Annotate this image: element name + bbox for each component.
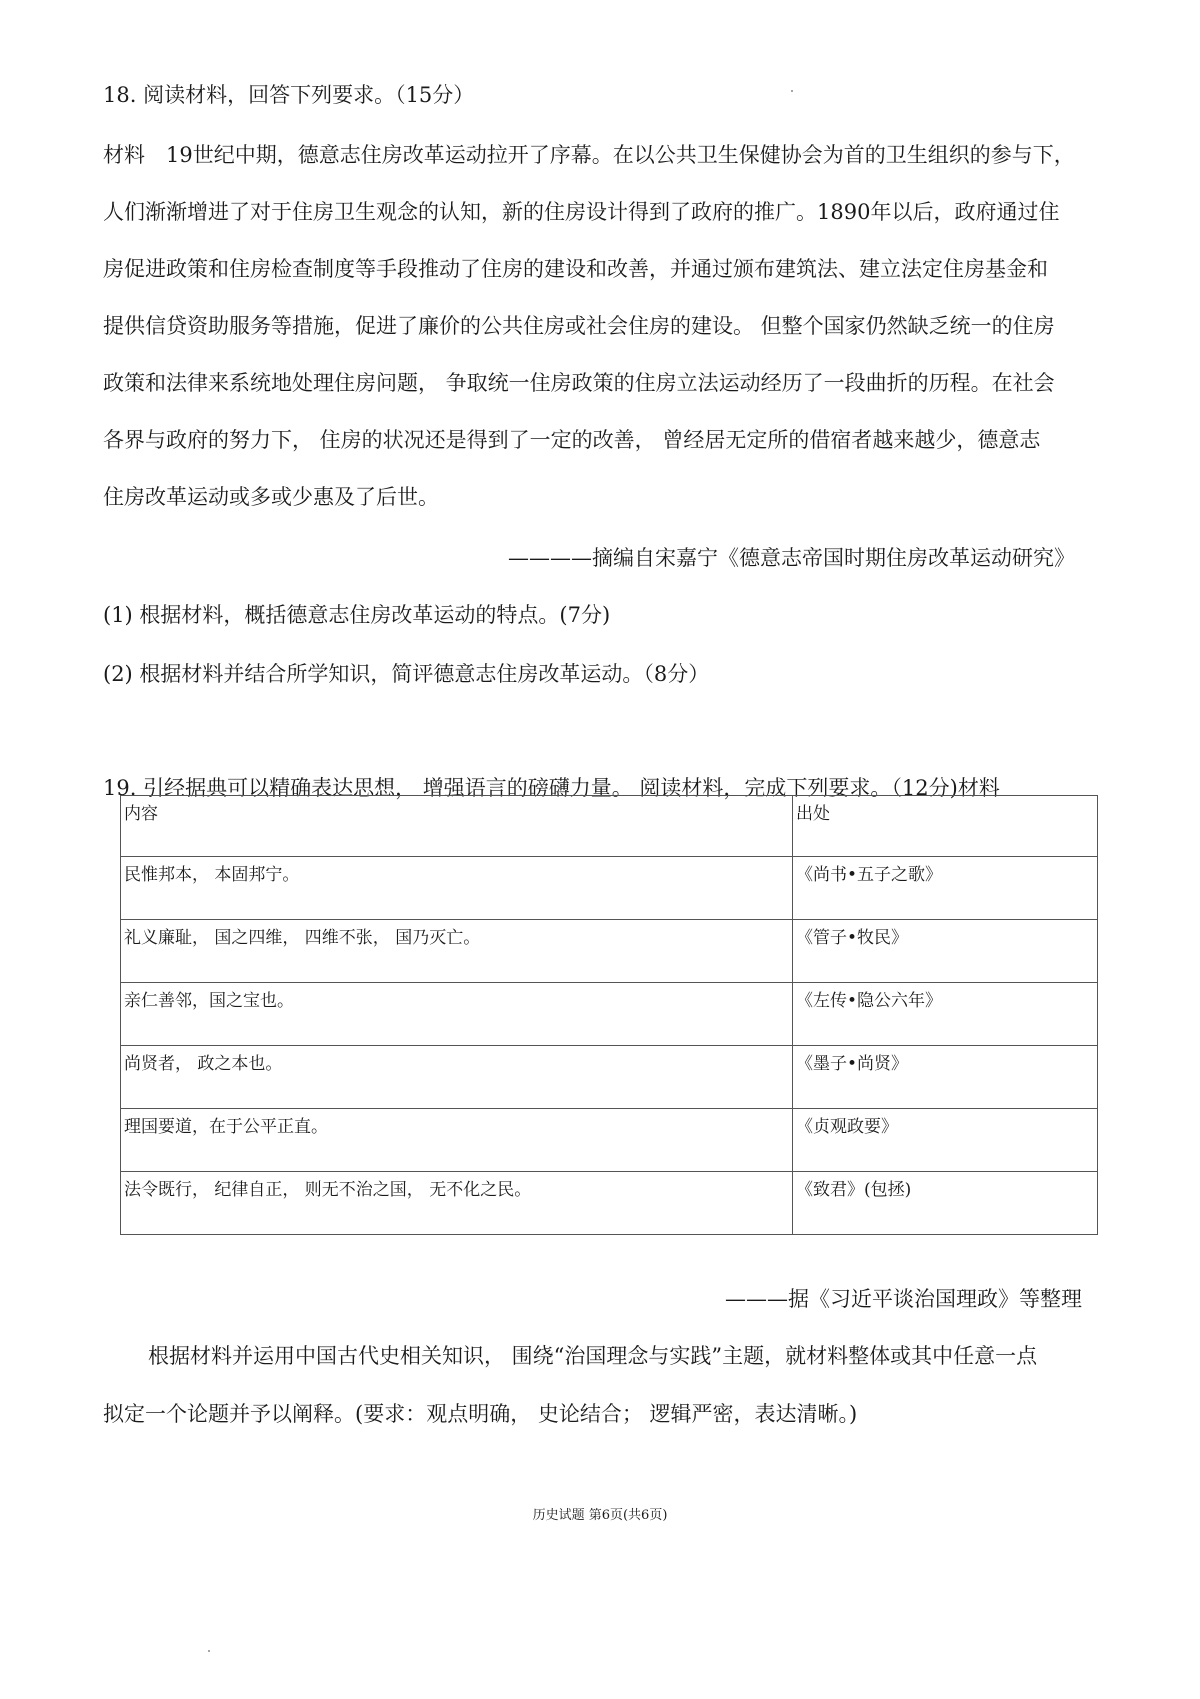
q18-subquestion-2: (2) 根据材料并结合所学知识，简评德意志住房改革运动。（8分） xyxy=(103,662,710,686)
q18-source: ————摘编自宋嘉宁《德意志帝国时期住房改革运动研究》 xyxy=(508,546,1075,570)
table-header-row xyxy=(121,796,1098,857)
quote-source: 《墨子•尚贤》 xyxy=(793,1046,1098,1109)
quote-source: 《致君》(包拯) xyxy=(793,1172,1098,1235)
q18-material-line: 材料 19世纪中期，德意志住房改革运动拉开了序幕。在以公共卫生保健协会为首的卫生组织的参与下， xyxy=(103,143,1075,167)
q18-material-line: 人们渐渐增进了对于住房卫生观念的认知，新的住房设计得到了政府的推广。1890年以后，政府通过住 xyxy=(103,200,1060,224)
q18-material-line: 房促进政策和住房检查制度等手段推动了住房的建设和改善，并通过颁布建筑法、建立法定住房基金和 xyxy=(103,257,1048,281)
q19-instruction-line: 根据材料并运用中国古代史相关知识， 围绕“治国理念与实践”主题，就材料整体或其中任意一点 xyxy=(148,1344,1038,1368)
column-header-source: 出处 xyxy=(793,796,1098,857)
column-header-content: 内容 xyxy=(121,796,793,857)
q18-material-line: 各界与政府的努力下， 住房的状况还是得到了一定的改善， 曾经居无定所的借宿者越来越少，德意志 xyxy=(103,428,1041,452)
quote-content: 亲仁善邻，国之宝也。 xyxy=(121,983,793,1046)
quotes-table xyxy=(120,795,1097,1235)
quote-source: 《管子•牧民》 xyxy=(793,920,1098,983)
q19-header: 19. 引经据典可以精确表达思想， 增强语言的磅礴力量。 阅读材料，完成下列要求。（12分)材料 xyxy=(103,776,1000,800)
quote-content: 法令既行， 纪律自正， 则无不治之国， 无不化之民。 xyxy=(121,1172,793,1235)
table-row xyxy=(121,1172,1098,1235)
table-row xyxy=(121,920,1098,983)
q18-material-line: 住房改革运动或多或少惠及了后世。 xyxy=(103,485,439,509)
quote-source: 《左传•隐公六年》 xyxy=(793,983,1098,1046)
quote-content: 理国要道，在于公平正直。 xyxy=(121,1109,793,1172)
table-row xyxy=(121,857,1098,920)
q19-source: ———据《习近平谈治国理政》等整理 xyxy=(725,1287,1082,1311)
quote-source: 《贞观政要》 xyxy=(793,1109,1098,1172)
q18-material-line: 提供信贷资助服务等措施，促进了廉价的公共住房或社会住房的建设。 但整个国家仍然缺乏统一的住房 xyxy=(103,314,1055,338)
quote-content: 礼义廉耻， 国之四维， 四维不张， 国乃灭亡。 xyxy=(121,920,793,983)
table-row xyxy=(121,1109,1098,1172)
q18-material-line: 政策和法律来系统地处理住房问题， 争取统一住房政策的住房立法运动经历了一段曲折的历程。在社会 xyxy=(103,371,1055,395)
table-row xyxy=(121,983,1098,1046)
scan-speck xyxy=(791,90,793,92)
page-footer: 历史试题 第6页(共6页) xyxy=(532,1508,668,1523)
table-row xyxy=(121,1046,1098,1109)
quote-content: 尚贤者， 政之本也。 xyxy=(121,1046,793,1109)
quote-content: 民惟邦本， 本固邦宁。 xyxy=(121,857,793,920)
q18-header: 18. 阅读材料，回答下列要求。（15分） xyxy=(103,83,475,107)
q18-subquestion-1: (1) 根据材料，概括德意志住房改革运动的特点。(7分) xyxy=(103,603,611,627)
q19-instruction-line: 拟定一个论题并予以阐释。(要求：观点明确， 史论结合； 逻辑严密，表达清晰。) xyxy=(103,1402,858,1426)
quote-source: 《尚书•五子之歌》 xyxy=(793,857,1098,920)
scan-speck xyxy=(208,1650,210,1652)
